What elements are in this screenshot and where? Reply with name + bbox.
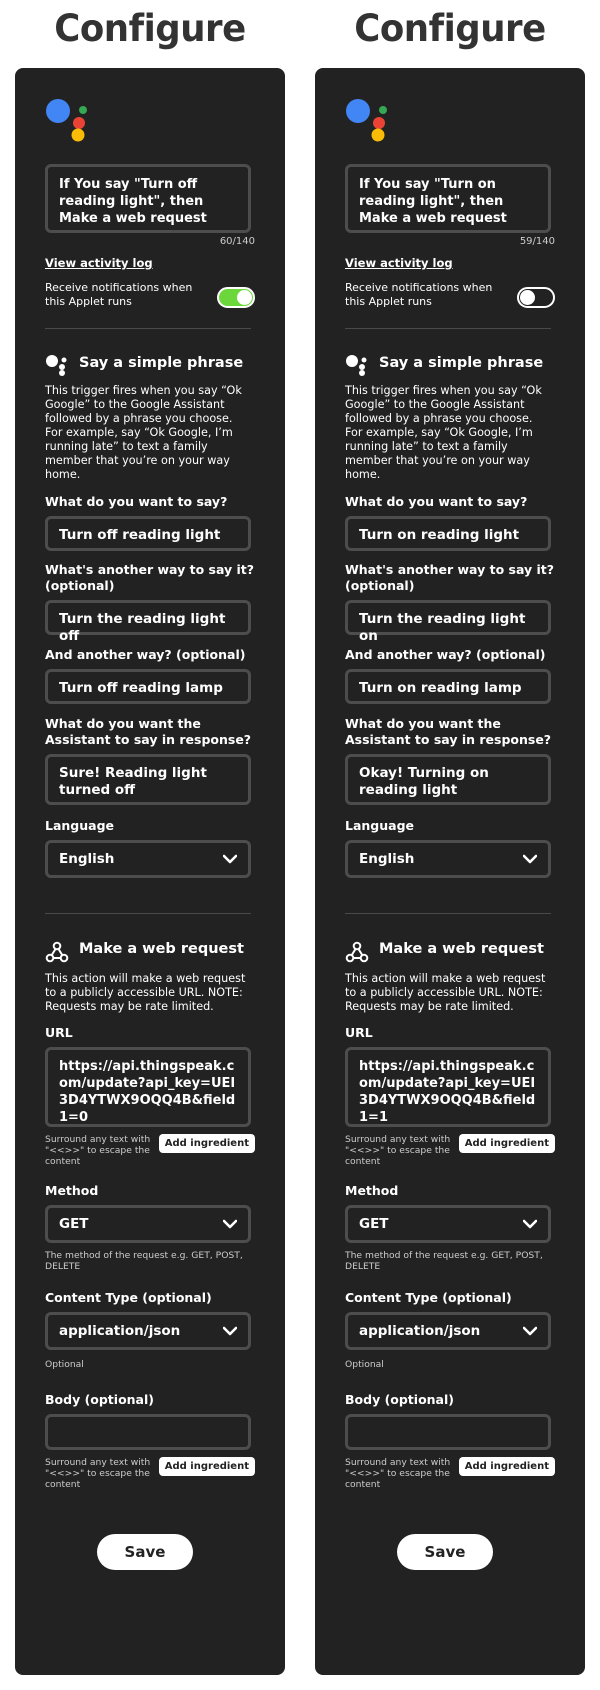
applet-config-column [315,0,585,1561]
divider [345,328,551,329]
response-label: What do you want the Assistant to say in response? [45,716,252,747]
action-title: Make a web request [379,941,544,957]
method-value: GET [59,1215,89,1232]
char-count: 60/140 [219,236,255,247]
trigger-title: Say a simple phrase [379,355,544,371]
chevron-down-icon [523,1219,537,1229]
content-type-select[interactable] [45,1312,251,1350]
toggle-knob [237,290,252,305]
another-phrase-input[interactable]: Turn on reading lamp [345,669,551,704]
phrase-label: What do you want to say? [45,494,228,509]
alt-phrase-input[interactable]: Turn the reading light on [345,600,551,635]
alt-phrase-label: What's another way to say it? (optional) [45,562,255,593]
url-label: URL [345,1025,373,1040]
method-select[interactable] [345,1205,551,1243]
another-phrase-label: And another way? (optional) [345,647,546,662]
body-input[interactable] [345,1414,551,1450]
view-activity-log-link[interactable]: View activity log [45,256,153,270]
page-title: Configure [54,7,246,50]
add-ingredient-button[interactable]: Add ingredient [159,1134,255,1153]
another-phrase-input[interactable]: Turn off reading lamp [45,669,251,704]
content-type-hint: Optional [345,1359,384,1370]
url-hint: Surround any text with "<<>>" to escape the content [45,1134,151,1167]
method-value: GET [359,1215,389,1232]
google-assistant-icon [45,98,91,142]
content-type-label: Content Type (optional) [45,1290,212,1305]
chevron-down-icon [223,1326,237,1336]
divider [45,913,251,914]
method-hint: The method of the request e.g. GET, POST, DELETE [345,1250,543,1272]
chevron-down-icon [223,1219,237,1229]
url-input[interactable]: https://api.thingspeak.com/update?api_key=UEI3D4YTWX9OQQ4B&field1=1 [345,1047,551,1127]
language-select[interactable] [345,840,551,878]
chevron-down-icon [523,854,537,864]
phrase-label: What do you want to say? [345,494,528,509]
response-input[interactable]: Sure! Reading light turned off [45,754,251,805]
notifications-label: Receive notifications when this Applet runs [45,281,193,308]
response-label: What do you want the Assistant to say in response? [345,716,552,747]
view-activity-log-link[interactable]: View activity log [345,256,453,270]
phrase-input[interactable]: Turn on reading light [345,516,551,551]
response-input[interactable]: Okay! Turning on reading light [345,754,551,805]
body-label: Body (optional) [45,1392,154,1407]
alt-phrase-label: What's another way to say it? (optional) [345,562,555,593]
trigger-description: This trigger fires when you say “Ok Google” to the Google Assistant followed by a phrase you choose. For example, say “Ok Google, I’m running late” to text a family member that you’re on your way home. [45,384,242,481]
assistant-dots-icon [345,353,369,377]
action-description: This action will make a web request to a publicly accessible URL. NOTE: Requests may be rate limited. [45,972,246,1013]
method-select[interactable] [45,1205,251,1243]
action-description: This action will make a web request to a publicly accessible URL. NOTE: Requests may be rate limited. [345,972,546,1013]
content-type-select[interactable] [345,1312,551,1350]
method-label: Method [45,1183,99,1198]
applet-config-column [15,0,285,1561]
assistant-dots-icon [45,353,69,377]
toggle-knob [520,290,535,305]
char-count: 59/140 [519,236,555,247]
url-hint: Surround any text with "<<>>" to escape the content [345,1134,451,1167]
action-title: Make a web request [79,941,244,957]
body-label: Body (optional) [345,1392,454,1407]
url-input[interactable]: https://api.thingspeak.com/update?api_key=UEI3D4YTWX9OQQ4B&field1=0 [45,1047,251,1127]
language-value: English [359,850,415,867]
notifications-toggle[interactable] [217,287,255,308]
url-label: URL [45,1025,73,1040]
page-title: Configure [354,7,546,50]
notifications-label: Receive notifications when this Applet runs [345,281,493,308]
another-phrase-label: And another way? (optional) [45,647,246,662]
language-label: Language [45,818,115,833]
google-assistant-icon [345,98,391,142]
alt-phrase-input[interactable]: Turn the reading light off [45,600,251,635]
divider [45,328,251,329]
save-button[interactable]: Save [97,1534,193,1570]
content-type-value: application/json [59,1322,181,1339]
webhook-icon [345,940,369,964]
phrase-input[interactable]: Turn off reading light [45,516,251,551]
applet-title-field[interactable]: If You say "Turn off reading light", then Make a web request [45,164,251,233]
divider [345,913,551,914]
trigger-description: This trigger fires when you say “Ok Google” to the Google Assistant followed by a phrase you choose. For example, say “Ok Google, I’m running late” to text a family member that you’re on your way home. [345,384,542,481]
language-value: English [59,850,115,867]
content-type-value: application/json [359,1322,481,1339]
chevron-down-icon [223,854,237,864]
save-button[interactable]: Save [397,1534,493,1570]
trigger-title: Say a simple phrase [79,355,244,371]
add-ingredient-button[interactable]: Add ingredient [159,1457,255,1476]
body-hint: Surround any text with "<<>>" to escape the content [345,1457,451,1490]
body-hint: Surround any text with "<<>>" to escape the content [45,1457,151,1490]
method-hint: The method of the request e.g. GET, POST, DELETE [45,1250,243,1272]
config-panel [15,68,285,1675]
content-type-label: Content Type (optional) [345,1290,512,1305]
add-ingredient-button[interactable]: Add ingredient [459,1134,555,1153]
body-input[interactable] [45,1414,251,1450]
chevron-down-icon [523,1326,537,1336]
content-type-hint: Optional [45,1359,84,1370]
webhook-icon [45,940,69,964]
language-select[interactable] [45,840,251,878]
add-ingredient-button[interactable]: Add ingredient [459,1457,555,1476]
notifications-toggle[interactable] [517,287,555,308]
applet-title-field[interactable]: If You say "Turn on reading light", then Make a web request [345,164,551,233]
config-panel [315,68,585,1675]
language-label: Language [345,818,415,833]
method-label: Method [345,1183,399,1198]
